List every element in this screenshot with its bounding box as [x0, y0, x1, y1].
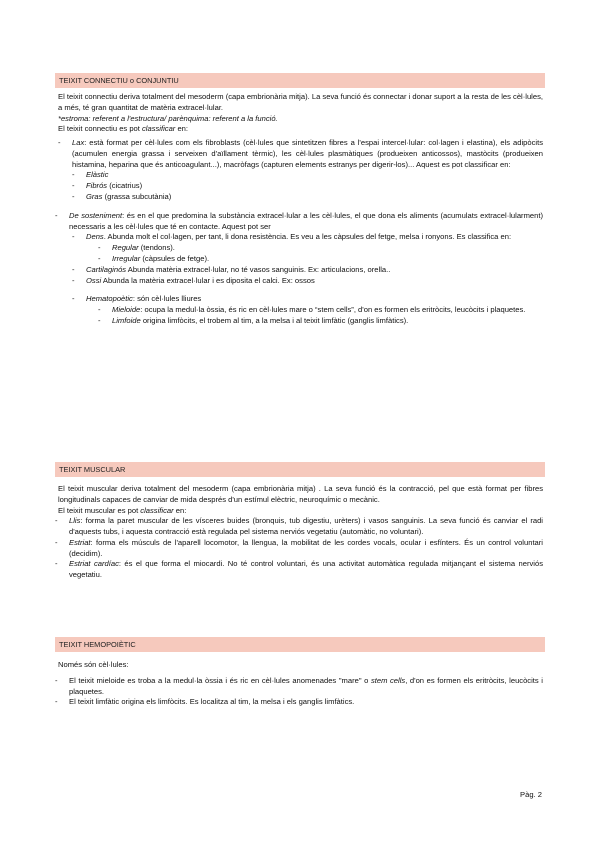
text: (càpsules de fetge). — [140, 253, 210, 263]
paragraph: El teixit connectiu deriva totalment del mesoderm (capa embrionària mitja). La seva funció és connectar i donar suport a la resta de les cèl·lules, a més, té gran quantitat de matèria extracel·lular. — [58, 92, 543, 112]
term: Mieloide — [112, 305, 141, 315]
text: : ocupa la medul·la òssia, és ric en cèl·lules mare o “stem cells”, d'on es formen els eritròcits, leucòcits i plaquetes. — [140, 305, 526, 315]
section-heading-connective: TEIXIT CONNECTIU o CONJUNTIU — [55, 73, 545, 88]
text: El teixit muscular es pot — [58, 505, 141, 515]
page-number: Pàg. 2 — [520, 790, 542, 799]
section-heading-hemopoietic: TEIXIT HEMOPOIÈTIC — [55, 637, 545, 652]
list-item: - Mieloide: ocupa la medul·la òssia, és ric en cèl·lules mare o “stem cells”, d'on es formen els eritròcits, leucòcits i plaquetes. — [98, 305, 526, 315]
text: classificar — [142, 124, 176, 134]
classify-line — [58, 124, 543, 135]
list-item-lax — [58, 138, 543, 170]
list-item: - Regular (tendons). — [98, 243, 175, 253]
list-item: - Gras (grassa subcutània) — [72, 192, 172, 202]
text: origina limfòcits, el trobem al tim, a la melsa i al teixit limfàtic (ganglis limfàtics). — [140, 315, 409, 325]
term: De sosteniment — [69, 210, 123, 220]
list-item: - Estriat cardíac: és el que forma el miocardi. No té control voluntari, és una activitat automàtica regulada mitjançant el sistema nerviós vegetatiu. — [55, 559, 543, 580]
paragraph: Només són cèl·lules: — [58, 660, 129, 669]
term: Regular — [112, 243, 139, 253]
text: classificar — [140, 505, 174, 515]
term: Estriat — [69, 537, 91, 547]
text: : és el que forma el miocardi. No té control voluntari, és una activitat automàtica regulada mitjançant el sistema nerviós vegetatiu. — [69, 559, 543, 580]
list-item-cartilaginos: - Cartilaginós Abunda matèria extracel·lular, no té vasos sanguinis. Ex: articulacions, orella.. — [72, 264, 391, 274]
dash-bullet: - — [58, 138, 61, 148]
term: Irregular — [112, 253, 141, 263]
list-item: - Estriat: forma els músculs de l'aparell locomotor, la llengua, la mobilitat de les cordes vocals, ocular i esfínters. És un control voluntari (decidim). — [55, 537, 543, 558]
list-item-hematopoetic: - Hematopoètic: són cèl·lules lliures — [72, 294, 202, 304]
term: Llis — [69, 516, 81, 526]
text: Abunda la matèria extracel·lular i es diposita el calci. Ex: ossos — [101, 275, 315, 285]
term: Fibrós — [86, 181, 108, 191]
list-item: - El teixit limfàtic origina els limfòcits. Es localitza al tim, la melsa i els ganglis limfàtics. — [55, 697, 355, 707]
text: en: — [175, 124, 189, 134]
list-item: - Llis: forma la paret muscular de les vísceres buides (bronquis, tub digestiu, urèters) i vasos sanguinis. La seva funció és canviar el radi d'aquests tubs, i aquesta contracció està regulada pel sistema nerviós vegetatiu (automàtic, no voluntari). — [55, 516, 543, 537]
text: (cicatrius) — [107, 181, 143, 191]
term: Elàstic — [86, 170, 109, 180]
list-item-ossi: - Ossi Abunda la matèria extracel·lular i es diposita el calci. Ex: ossos — [72, 275, 315, 285]
term: Estriat cardíac — [69, 559, 119, 569]
list-item-dens: - Dens. Abunda molt el col·lagen, per tant, li dona resistència. Es veu a les càpsules del fetge, melsa i ronyons. Es classifica en: — [72, 232, 512, 242]
section-heading-muscular: TEIXIT MUSCULAR — [55, 462, 545, 477]
text: El teixit connectiu es pot — [58, 124, 142, 134]
list-item: - Limfoide origina limfòcits, el trobem al tim, a la melsa i al teixit limfàtic (ganglis limfàtics). — [98, 315, 409, 325]
term: Limfoide — [112, 315, 141, 325]
text: : forma la paret muscular de les vísceres buides (bronquis, tub digestiu, urèters) i vasos sanguinis. La seva funció és canviar el radi d'aquests tubs, i aquesta contracció està regulada pel sistema nerviós vegetatiu (automàtic, no voluntari). — [69, 516, 543, 537]
list-item: - El teixit mieloide es troba a la medul·la òssia i és ric en cèl·lules anomenades "mare" o stem cells, d'on es formen els eritròcits, leucòcits i plaquetes. — [55, 675, 543, 696]
text: en: — [173, 505, 187, 515]
list-item-sosteniment: - De sosteniment: és en el que predomina la substància extracel·lular a les cèl·lules, el que dona els aliments (acumulats extracel·lularment) necessaris a les cèl·lules que té en contacte. Aquest pot ser — [55, 210, 543, 231]
term: Gras — [86, 192, 103, 202]
list-item: - Elàstic — [72, 170, 109, 180]
term: Dens — [86, 232, 104, 242]
term: Cartilaginós — [86, 264, 127, 274]
term: Ossi — [86, 275, 102, 285]
section-hemopoietic-body — [55, 660, 543, 708]
classify-line — [58, 506, 543, 517]
text: (tendons). — [138, 243, 175, 253]
text: . Abunda molt el col·lagen, per tant, li dona resistència. Es veu a les càpsules del fetge, melsa i ronyons. Es classifica en: — [103, 232, 512, 242]
text: El teixit mieloide es troba a la medul·la òssia i és ric en cèl·lules anomenades "mare" o — [69, 675, 371, 685]
list-item: - Irregular (càpsules de fetge). — [98, 253, 210, 263]
text: El teixit limfàtic origina els limfòcits. Es localitza al tim, la melsa i els ganglis limfàtics. — [69, 697, 355, 707]
section-connective-body — [55, 92, 543, 327]
text: , d'on es formen els eritròcits, leucòcits i plaquetes. — [69, 675, 543, 696]
text: stem cells — [370, 675, 406, 685]
text: : forma els músculs de l'aparell locomotor, la llengua, la mobilitat de les cordes vocals, ocular i esfínters. És un control voluntari (decidim). — [69, 537, 543, 558]
text: (grassa subcutània) — [102, 192, 172, 202]
list-item: - Fibrós (cicatrius) — [72, 181, 143, 191]
text: : és en el que predomina la substància extracel·lular a les cèl·lules, el que dona els aliments (acumulats extracel·lularment) necessaris a les cèl·lules que té en contacte. Aquest pot ser — [69, 210, 543, 231]
text: : són cèl·lules lliures — [132, 294, 202, 304]
note: *estroma: referent a l'estructura/ parènquima: referent a la funció. — [58, 113, 278, 123]
section-muscular-body — [55, 484, 543, 581]
text: : està format per cèl·lules com els fibroblasts (cèl·lules que sintetitzen fibres a l'espai intercel·lular: col·lagen i elastina), els adipòcits (acumulen energia grassa i serveixen d'aïllament tèrmic), les cèl·lules plasmàtiques (produeixen anticossos), mastòcits (produeixen histamina, heparina que és anticoagulant...), macròfags (capturen elements estranys per digerir-los)... Aquest es pot classificar en: — [72, 138, 543, 169]
text: Abunda matèria extracel·lular, no té vasos sanguinis. Ex: articulacions, orella.. — [126, 264, 391, 274]
paragraph: El teixit muscular deriva totalment del mesoderm (capa embrionària mitja) . La seva funció és la contracció, pel que està format per fibres longitudinals capaces de canviar de mida després d'un estímul elèctric, neuroquímic o mecànic. — [58, 484, 543, 504]
term: Hematopoètic — [86, 294, 133, 304]
term: Lax — [72, 138, 85, 148]
